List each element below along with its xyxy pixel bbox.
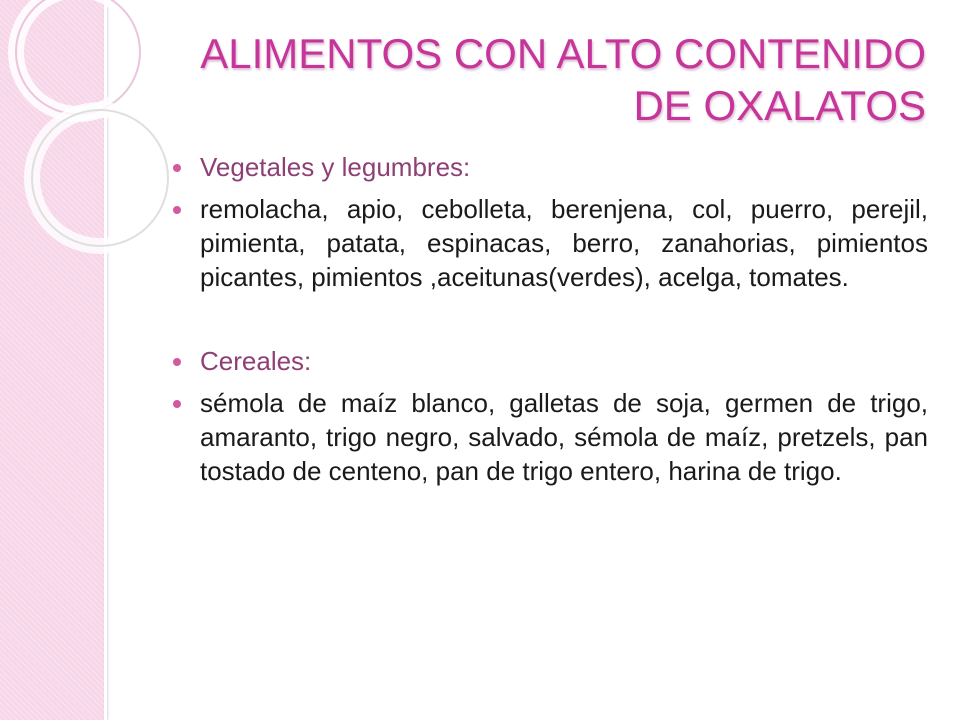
bullet-icon [173, 400, 181, 408]
heading-cereals: Cereales: [200, 346, 312, 376]
slide-title [150, 28, 926, 132]
list-item-vegetables [170, 192, 928, 294]
title-line-1: ALIMENTOS CON ALTO CONTENIDO [200, 30, 926, 77]
bullet-icon [173, 164, 181, 172]
title-line-2: DE OXALATOS [633, 82, 926, 129]
list-item-cereals [170, 386, 928, 488]
heading-vegetables: Vegetales y legumbres: [200, 152, 471, 182]
list-item-heading-cereals [170, 344, 928, 378]
content-list [170, 150, 928, 488]
cereals-text: sémola de maíz blanco, galletas de soja, germen de trigo, amaranto, trigo negro, salvado, sémola de maíz, pretzels, pan tostado de centeno, pan de trigo entero, harina de trigo. [200, 388, 928, 486]
vegetables-text: remolacha, apio, cebolleta, berenjena, col, puerro, perejil, pimienta, patata, espinacas, berro, zanahorias, pimientos picantes, pimientos ,aceitunas(verdes), acelga, tomates. [200, 194, 928, 292]
bullet-icon [173, 358, 181, 366]
list-item-heading-vegetables [170, 150, 928, 184]
bullet-icon [173, 206, 181, 214]
